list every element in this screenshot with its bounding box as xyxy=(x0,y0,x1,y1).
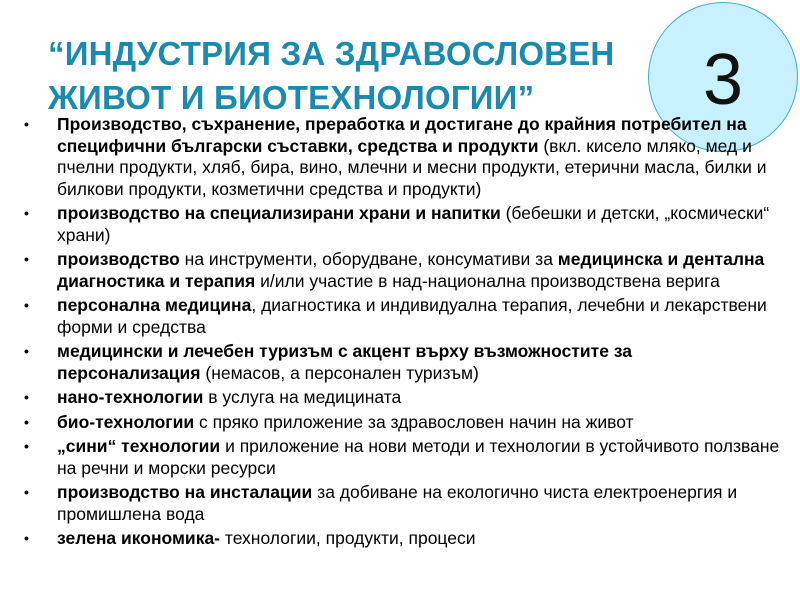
bullet-icon: • xyxy=(24,438,29,454)
bullet-icon: • xyxy=(24,389,29,405)
bullet-text: (вкл. кисело мляко, мед и пчелни продукти, хляб, бира, вино, млечни и месни продукти, етерични масла, билки и билкови продукти, козметични средства и продукти) xyxy=(57,135,767,199)
bullet-icon: • xyxy=(24,413,29,430)
bullet-bold-text: персонална медицина xyxy=(57,295,252,315)
bullet-list xyxy=(20,114,780,553)
bullet-bold-text: нано-технологии xyxy=(57,387,204,407)
bullet-item xyxy=(20,412,780,434)
bullet-icon: • xyxy=(24,251,29,267)
bullet-item xyxy=(20,482,780,525)
bullet-bold-text: био-технологии xyxy=(57,411,195,432)
bullet-bold-text: производство на специализирани храни и напитки xyxy=(57,203,501,223)
bullet-text: и/или участие в над-национална производствена верига xyxy=(255,270,720,291)
bullet-bold-text: медицинска и дентална диагностика и терапия xyxy=(57,249,765,291)
bullet-icon: • xyxy=(24,343,29,359)
badge-number: 3 xyxy=(702,40,744,120)
bullet-icon: • xyxy=(24,530,29,546)
bullet-text: (бебешки и детски, „космически“ храни) xyxy=(57,203,770,245)
bullet-item xyxy=(20,341,780,384)
bullet-icon: • xyxy=(24,297,29,313)
bullet-bold-text: медицински и лечебен туризъм с акцент върху възможностите за персонализация xyxy=(57,341,633,383)
bullet-item xyxy=(20,295,780,338)
bullet-text: на инструменти, оборудване, консумативи за xyxy=(179,249,558,269)
bullet-item xyxy=(20,387,780,409)
bullet-bold-text: зелена икономика- xyxy=(57,528,221,548)
bullet-text: , диагностика и индивидуална терапия, лечебни и лекарствени форми и средства xyxy=(57,295,767,337)
bullet-bold-text: „сини“ технологии xyxy=(57,436,221,456)
bullet-text: за добиване на екологично чиста електроенергия и промишлена вода xyxy=(57,482,738,524)
bullet-item xyxy=(20,249,780,292)
bullet-text: и приложение на нови методи и технологии в устойчивото ползване на речни и морски ресурси xyxy=(57,436,780,478)
bullet-text: в услуга на медицината xyxy=(203,387,402,407)
bullet-item xyxy=(20,436,780,479)
bullet-icon: • xyxy=(24,116,29,132)
bullet-item xyxy=(20,528,780,550)
slide-title xyxy=(48,32,728,120)
slide-title-line-2: ЖИВОТ И БИОТЕХНОЛОГИИ” xyxy=(48,79,535,116)
bullet-bold-text: производство xyxy=(57,249,180,269)
bullet-item xyxy=(20,114,780,200)
bullet-bold-text: Производство, съхранение, преработка и достигане до крайния потребител на специфични български съставки, средства и продукти xyxy=(57,114,747,156)
bullet-icon: • xyxy=(24,484,29,500)
slide-title-line-1: “ИНДУСТРИЯ ЗА ЗДРАВОСЛОВЕН xyxy=(48,35,615,72)
bullet-text: с пряко приложение за здравословен начин на живот xyxy=(194,411,634,432)
bullet-item xyxy=(20,203,780,246)
bullet-bold-text: производство на инсталации xyxy=(57,482,313,502)
bullet-icon: • xyxy=(24,205,29,221)
bullet-text: технологии, продукти, процеси xyxy=(220,528,476,548)
bullet-text: (немасов, а персонален туризъм) xyxy=(200,362,479,383)
